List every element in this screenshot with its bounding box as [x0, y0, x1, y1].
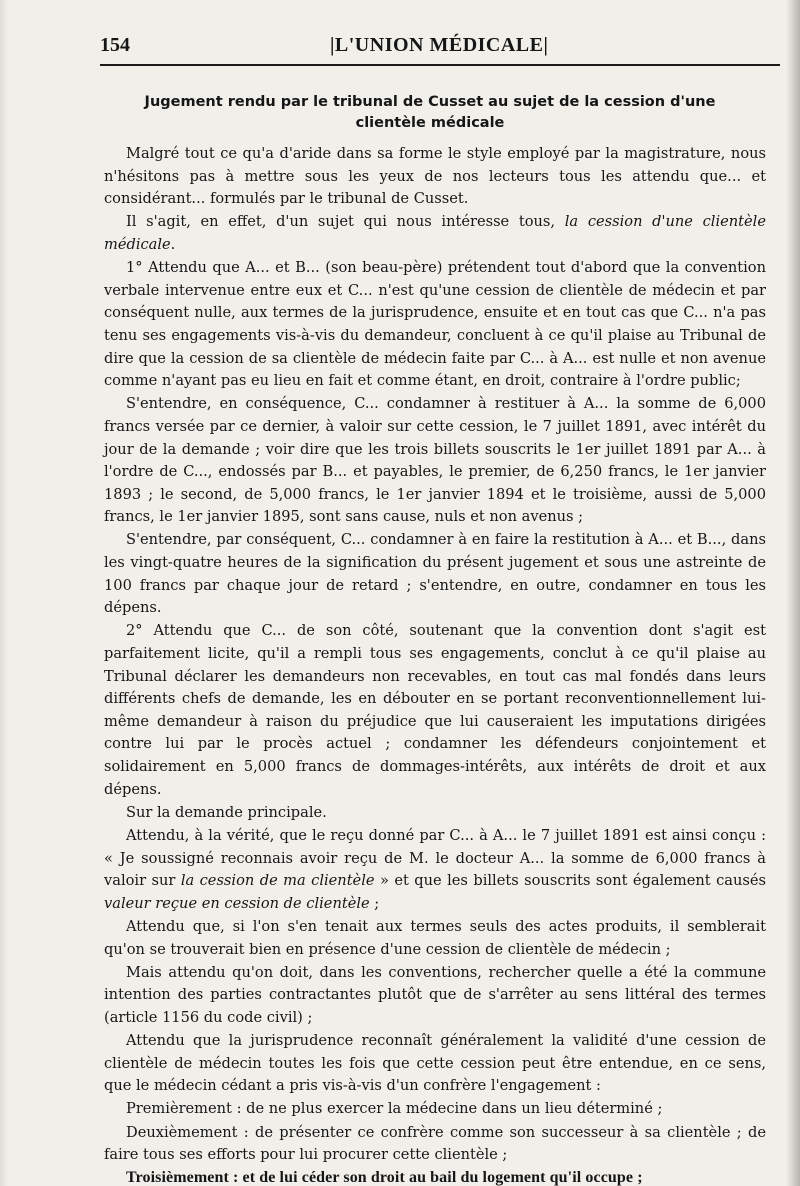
paragraph: Troisièmement : et de lui céder son droit au bail du logement qu'il occupe ;: [126, 1169, 643, 1186]
paragraph: 2° Attendu que C... de son côté, soutenant que la convention dont s'agit est parfaitement licite, qu'il a rempli tous ses engagements, conclut à ce qu'il plaise au Tribunal déclarer les demandeurs non recevables, en tout cas mal fondés dans leurs différents chefs de demande, les en débouter en se portant reconventionnellement lui-même demandeur à raison du préjudice que lui causeraient les imputations dirigées contre lui par le procès actuel ; condamner les défendeurs conjointement et solidairement en 5,000 francs de dommages-intérêts, aux intérêts de droit et aux dépens.: [104, 622, 766, 798]
paragraph: Attendu que la jurisprudence reconnaît généralement la validité d'une cession de clientèle de médecin toutes les fois que cette cession peut être entendue, en ce sens, que le médecin cédant a pris vis-à-vis d'un confrère l'engagement :: [104, 1032, 766, 1095]
paragraph: Deuxièmement : de présenter ce confrère comme son successeur à sa clientèle ; de faire tous ses efforts pour lui procurer cette clientèle ;: [104, 1123, 766, 1164]
binding-shadow: [0, 0, 8, 1186]
paragraph: Premièrement : de ne plus exercer la médecine dans un lieu déterminé ;: [126, 1100, 663, 1118]
article-body: [104, 143, 766, 1186]
paragraph: Sur la demande principale.: [126, 803, 327, 821]
paragraph: Il s'agit, en effet, d'un sujet qui nous intéresse tous, la cession d'une clientèle médicale.: [104, 213, 766, 253]
paragraph: Attendu, à la vérité, que le reçu donné par C... à A... le 7 juillet 1891 est ainsi conçu : « Je soussigné reconnais avoir reçu de M. le docteur A... la somme de 6,000 francs à valoir sur la cession de ma clientèle » et que les billets souscrits sont également causés valeur reçue en cession de clientèle ;: [104, 826, 766, 912]
paragraph: Attendu que, si l'on s'en tenait aux termes seuls des actes produits, il semblerait qu'on se trouverait bien en présence d'une cession de clientèle de médecin ;: [104, 917, 766, 958]
paragraph: Malgré tout ce qu'a d'aride dans sa forme le style employé par la magistrature, nous n'hésitons pas à mettre sous les yeux de nos lecteurs tous les attendu que... et considérant... formulés par le tribunal de Cusset.: [104, 145, 766, 208]
paragraph: S'entendre, en conséquence, C... condamner à restituer à A... la somme de 6,000 francs versée par ce dernier, à valoir sur cette cession, le 7 juillet 1891, avec intérêt du jour de la demande ; voir dire que les trois billets souscrits le 1er juillet 1891 par A... à l'ordre de C..., endossés par B... et payables, le premier, de 6,250 francs, le 1er janvier 1893 ; le second, de 5,000 francs, le 1er janvier 1894 et le troisième, aussi de 5,000 francs, le 1er janvier 1895, sont sans cause, nuls et non avenus ;: [104, 395, 766, 526]
header-rule: [100, 64, 780, 66]
italic-phrase: la cession de ma clientèle: [180, 872, 375, 890]
page-edge-shadow: [786, 0, 800, 1186]
article-title: Jugement rendu par le tribunal de Cusset au sujet de la cession d'une clientèle médicale: [144, 94, 716, 131]
page-number: 154: [100, 34, 130, 56]
italic-phrase: la cession d'une clientèle médicale: [104, 213, 766, 253]
paragraph: S'entendre, par conséquent, C... condamner à en faire la restitution à A... et B..., dans les vingt-quatre heures de la signification du présent jugement et sous une astreinte de 100 francs par chaque jour de retard ; s'entendre, en outre, condamner en tous les dépens.: [104, 531, 766, 617]
running-title: |L'UNION MÉDICALE|: [330, 34, 549, 56]
paragraph: 1° Attendu que A... et B... (son beau-père) prétendent tout d'abord que la convention verbale intervenue entre eux et C... n'est qu'une cession de clientèle de médecin et par conséquent nulle, aux termes de la jurisprudence, ensuite et en tout cas que C... n'a pas tenu ses engagements vis-à-vis du demandeur, concluent à ce qu'il plaise au Tribunal de dire que la cession de sa clientèle de médecin faite par C... à A... est nulle et non avenue comme n'ayant pas eu lieu en fait et comme étant, en droit, contraire à l'ordre public;: [104, 259, 766, 390]
paragraph: Mais attendu qu'on doit, dans les conventions, rechercher quelle a été la commune intention des parties contractantes plutôt que de s'arrêter au sens littéral des termes (article 1156 du code civil) ;: [104, 963, 766, 1026]
italic-phrase: valeur reçue en cession de clientèle: [104, 894, 370, 912]
